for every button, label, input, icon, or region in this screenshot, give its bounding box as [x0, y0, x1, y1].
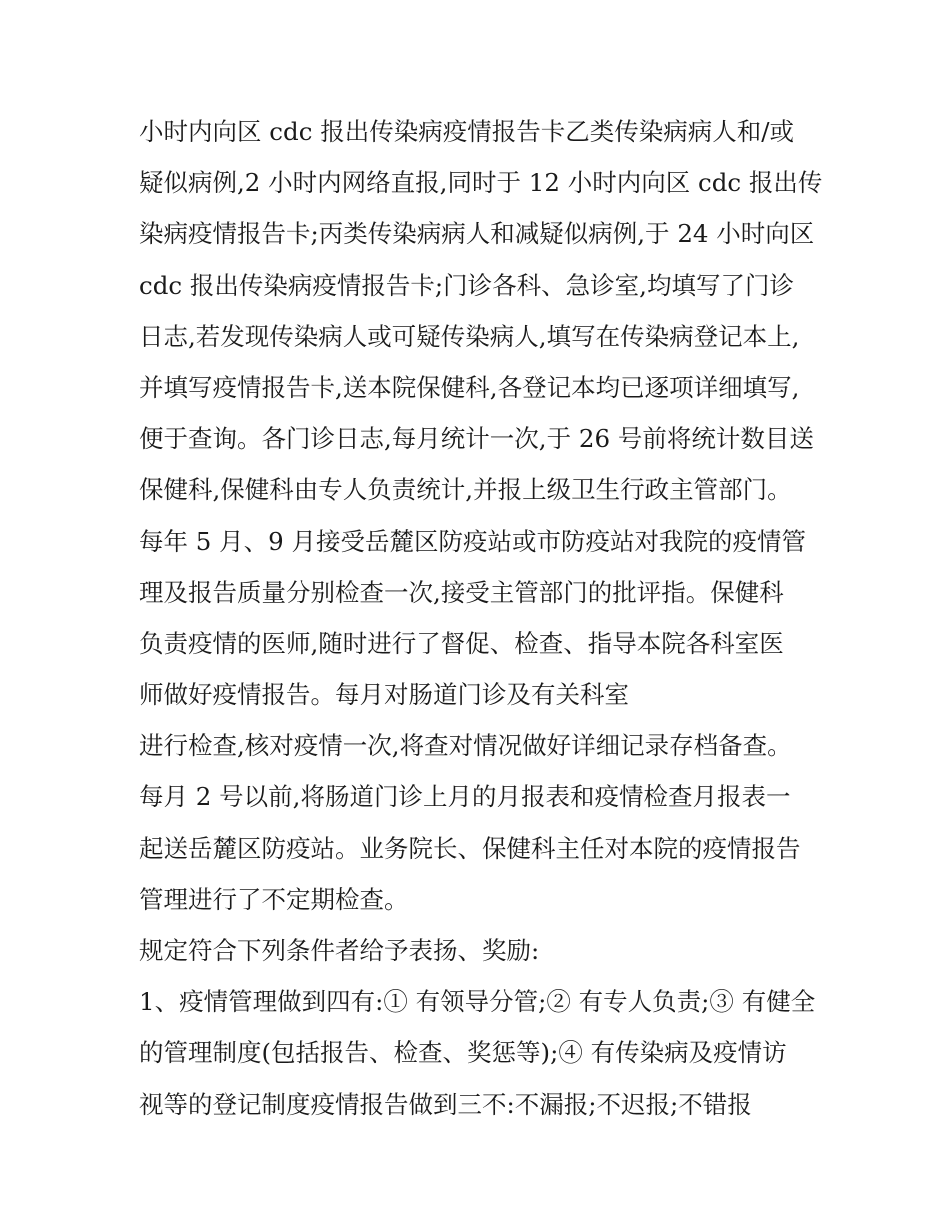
text-line: 起送岳麓区防疫站。业务院长、保健科主任对本院的疫情报告: [139, 833, 801, 863]
text-line: 便于查询。各门诊日志,每月统计一次,于 26 号前将统计数目送: [139, 424, 814, 454]
text-line: 每月 2 号以前,将肠道门诊上月的月报表和疫情检查月报表一: [139, 782, 791, 812]
text-line: 并填写疫情报告卡,送本院保健科,各登记本均已逐项详细填写,: [139, 372, 800, 402]
text-line: 理及报告质量分别检查一次,接受主管部门的批评指。保健科: [139, 577, 784, 607]
text-line: 规定符合下列条件者给予表扬、奖励:: [139, 936, 540, 965]
text-line: 每年 5 月、9 月接受岳麓区防疫站或市防疫站对我院的疫情管: [139, 526, 807, 556]
text-line: 染病疫情报告卡;丙类传染病病人和减疑似病例,于 24 小时向区: [139, 219, 815, 249]
text-line: 保健科,保健科由专人负责统计,并报上级卫生行政主管部门。: [139, 475, 792, 505]
text-line: 视等的登记制度疫情报告做到三不:不漏报;不迟报;不错报: [139, 1089, 752, 1119]
text-line: cdc 报出传染病疫情报告卡;门诊各科、急诊室,均填写了门诊: [139, 270, 794, 300]
text-line: 进行检查,核对疫情一次,将查对情况做好详细记录存档备查。: [139, 731, 792, 761]
text-line: 1、疫情管理做到四有:① 有领导分管;② 有专人负责;③ 有健全: [139, 987, 816, 1017]
text-line: 日志,若发现传染病人或可疑传染病人,填写在传染病登记本上,: [139, 321, 800, 351]
text-line: 疑似病例,2 小时内网络直报,同时于 12 小时内向区 cdc 报出传: [139, 168, 823, 198]
text-line: 师做好疫情报告。每月对肠道门诊及有关科室: [139, 680, 629, 710]
text-line: 管理进行了不定期检查。: [139, 884, 409, 914]
document-body: [139, 106, 829, 1130]
text-line: 的管理制度(包括报告、检查、奖惩等);④ 有传染病及疫情访: [139, 1038, 787, 1068]
text-line: 负责疫情的医师,随时进行了督促、检查、指导本院各科室医: [139, 628, 784, 658]
text-line: 小时内向区 cdc 报出传染病疫情报告卡乙类传染病病人和/或: [139, 117, 794, 146]
